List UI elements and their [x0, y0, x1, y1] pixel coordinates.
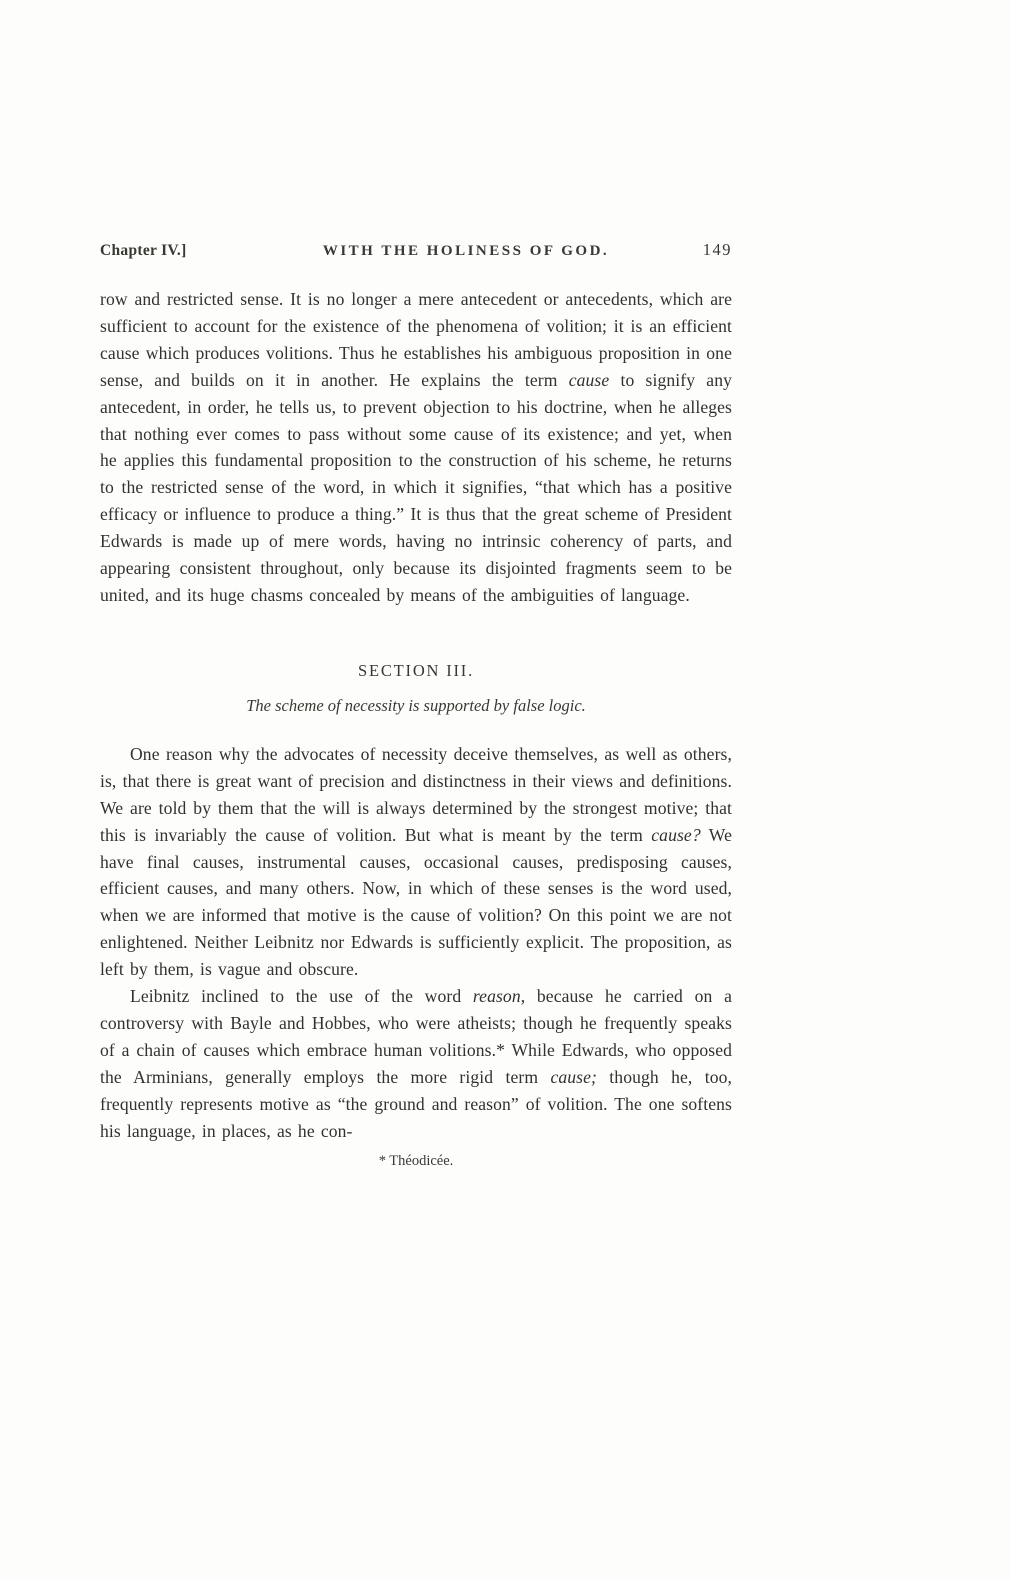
- text-column: [100, 240, 732, 1170]
- paragraph-3: Leibnitz inclined to the use of the word reason, because he carried on a controversy with Bayle and Hobbes, who were atheists; though he frequently speaks of a chain of causes which embrace human volitions.* While Edwards, who opposed the Arminians, generally employs the more rigid term cause; though he, too, frequently represents motive as “the ground and reason” of volition. The one softens his language, in places, as he con-: [100, 986, 733, 1141]
- running-title: WITH THE HOLINESS OF GOD.: [322, 243, 610, 259]
- page-number: 149: [702, 240, 732, 259]
- paragraph-1: row and restricted sense. It is no longer a mere antecedent or antecedents, which are sufficient to account for the existence of the phenomena of volition; it is an efficient cause which produces volitions. Thus he establishes his ambiguous proposition in one sense, and builds on it in another. He explains the term cause to signify any antecedent, in order, he tells us, to prevent objection to his doctrine, when he alleges that nothing ever comes to pass without some cause of its existence; and yet, when he applies this fundamental proposition to the construction of his scheme, he returns to the restricted sense of the word, in which it signifies, “that which has a positive efficacy or influence to produce a thing.” It is thus that the great scheme of President Edwards is made up of mere words, having no intrinsic coherency of parts, and appearing consistent throughout, only because its disjointed fragments seem to be united, and its huge chasms concealed by means of the ambiguities of language.: [100, 289, 732, 605]
- running-header: [100, 240, 732, 260]
- paragraph-2: One reason why the advocates of necessity deceive themselves, as well as others, is, that there is great want of precision and distinctness in their views and definitions. We are told by them that the will is always determined by the strongest motive; that this is invariably the cause of volition. But what is meant by the term cause? We have final causes, instrumental causes, occasional causes, predisposing causes, efficient causes, and many others. Now, in which of these senses is the word used, when we are informed that motive is the cause of volition? On this point we are not enlightened. Neither Leibnitz nor Edwards is sufficiently explicit. The proposition, as left by them, is vague and obscure.: [100, 743, 732, 980]
- footnote: * Théodicée.: [378, 1153, 454, 1170]
- section-subtitle: The scheme of necessity is supported by false logic.: [246, 695, 586, 715]
- chapter-label: Chapter IV.]: [100, 242, 187, 259]
- section-heading: SECTION III.: [358, 660, 474, 680]
